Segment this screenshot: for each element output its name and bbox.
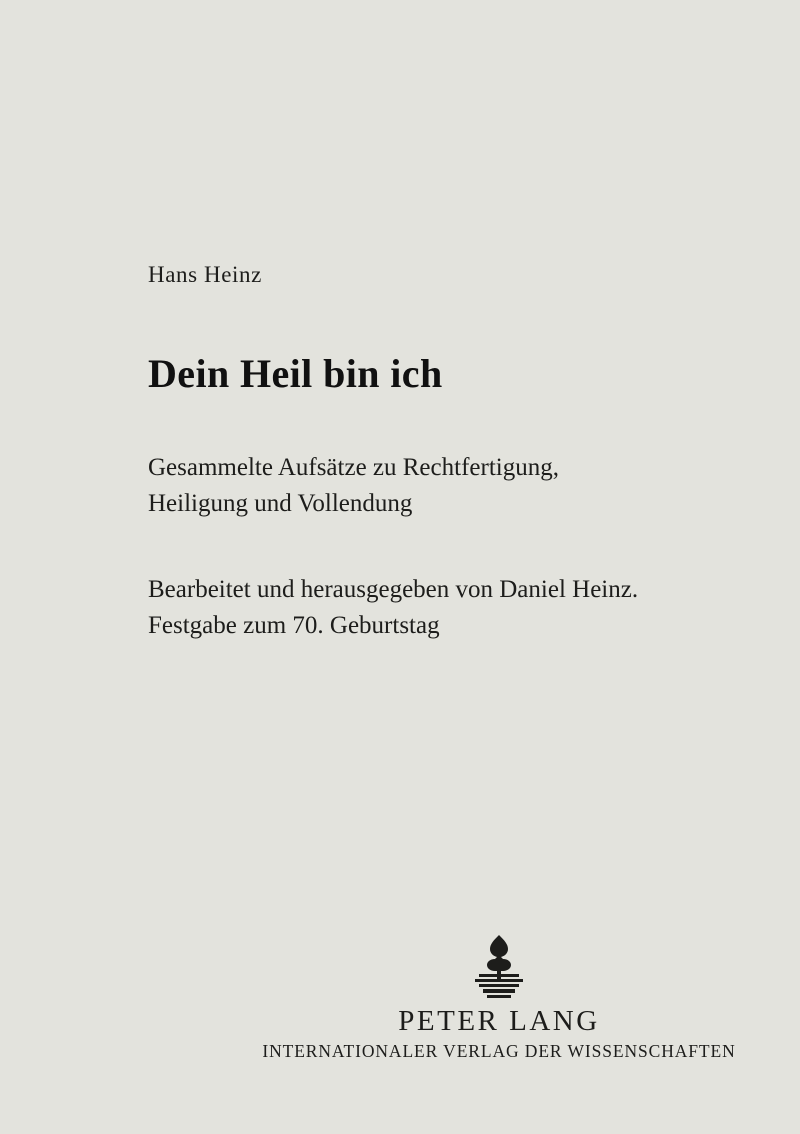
peter-lang-tree-logo-icon bbox=[457, 933, 541, 999]
publisher-subtitle: INTERNATIONALER VERLAG DER WISSENSCHAFTEN bbox=[262, 1041, 736, 1061]
publisher-block bbox=[250, 933, 748, 1062]
book-author: Hans Heinz bbox=[148, 262, 262, 287]
publisher-name: PETER LANG bbox=[398, 1005, 600, 1037]
book-subtitle: Gesammelte Aufsätze zu Rechtfertigung, Heiligung und Vollendung bbox=[148, 454, 559, 517]
book-editor-note: Bearbeitet und herausgegeben von Daniel Heinz. Festgabe zum 70. Geburtstag bbox=[148, 576, 639, 639]
book-title: Dein Heil bin ich bbox=[148, 351, 443, 396]
